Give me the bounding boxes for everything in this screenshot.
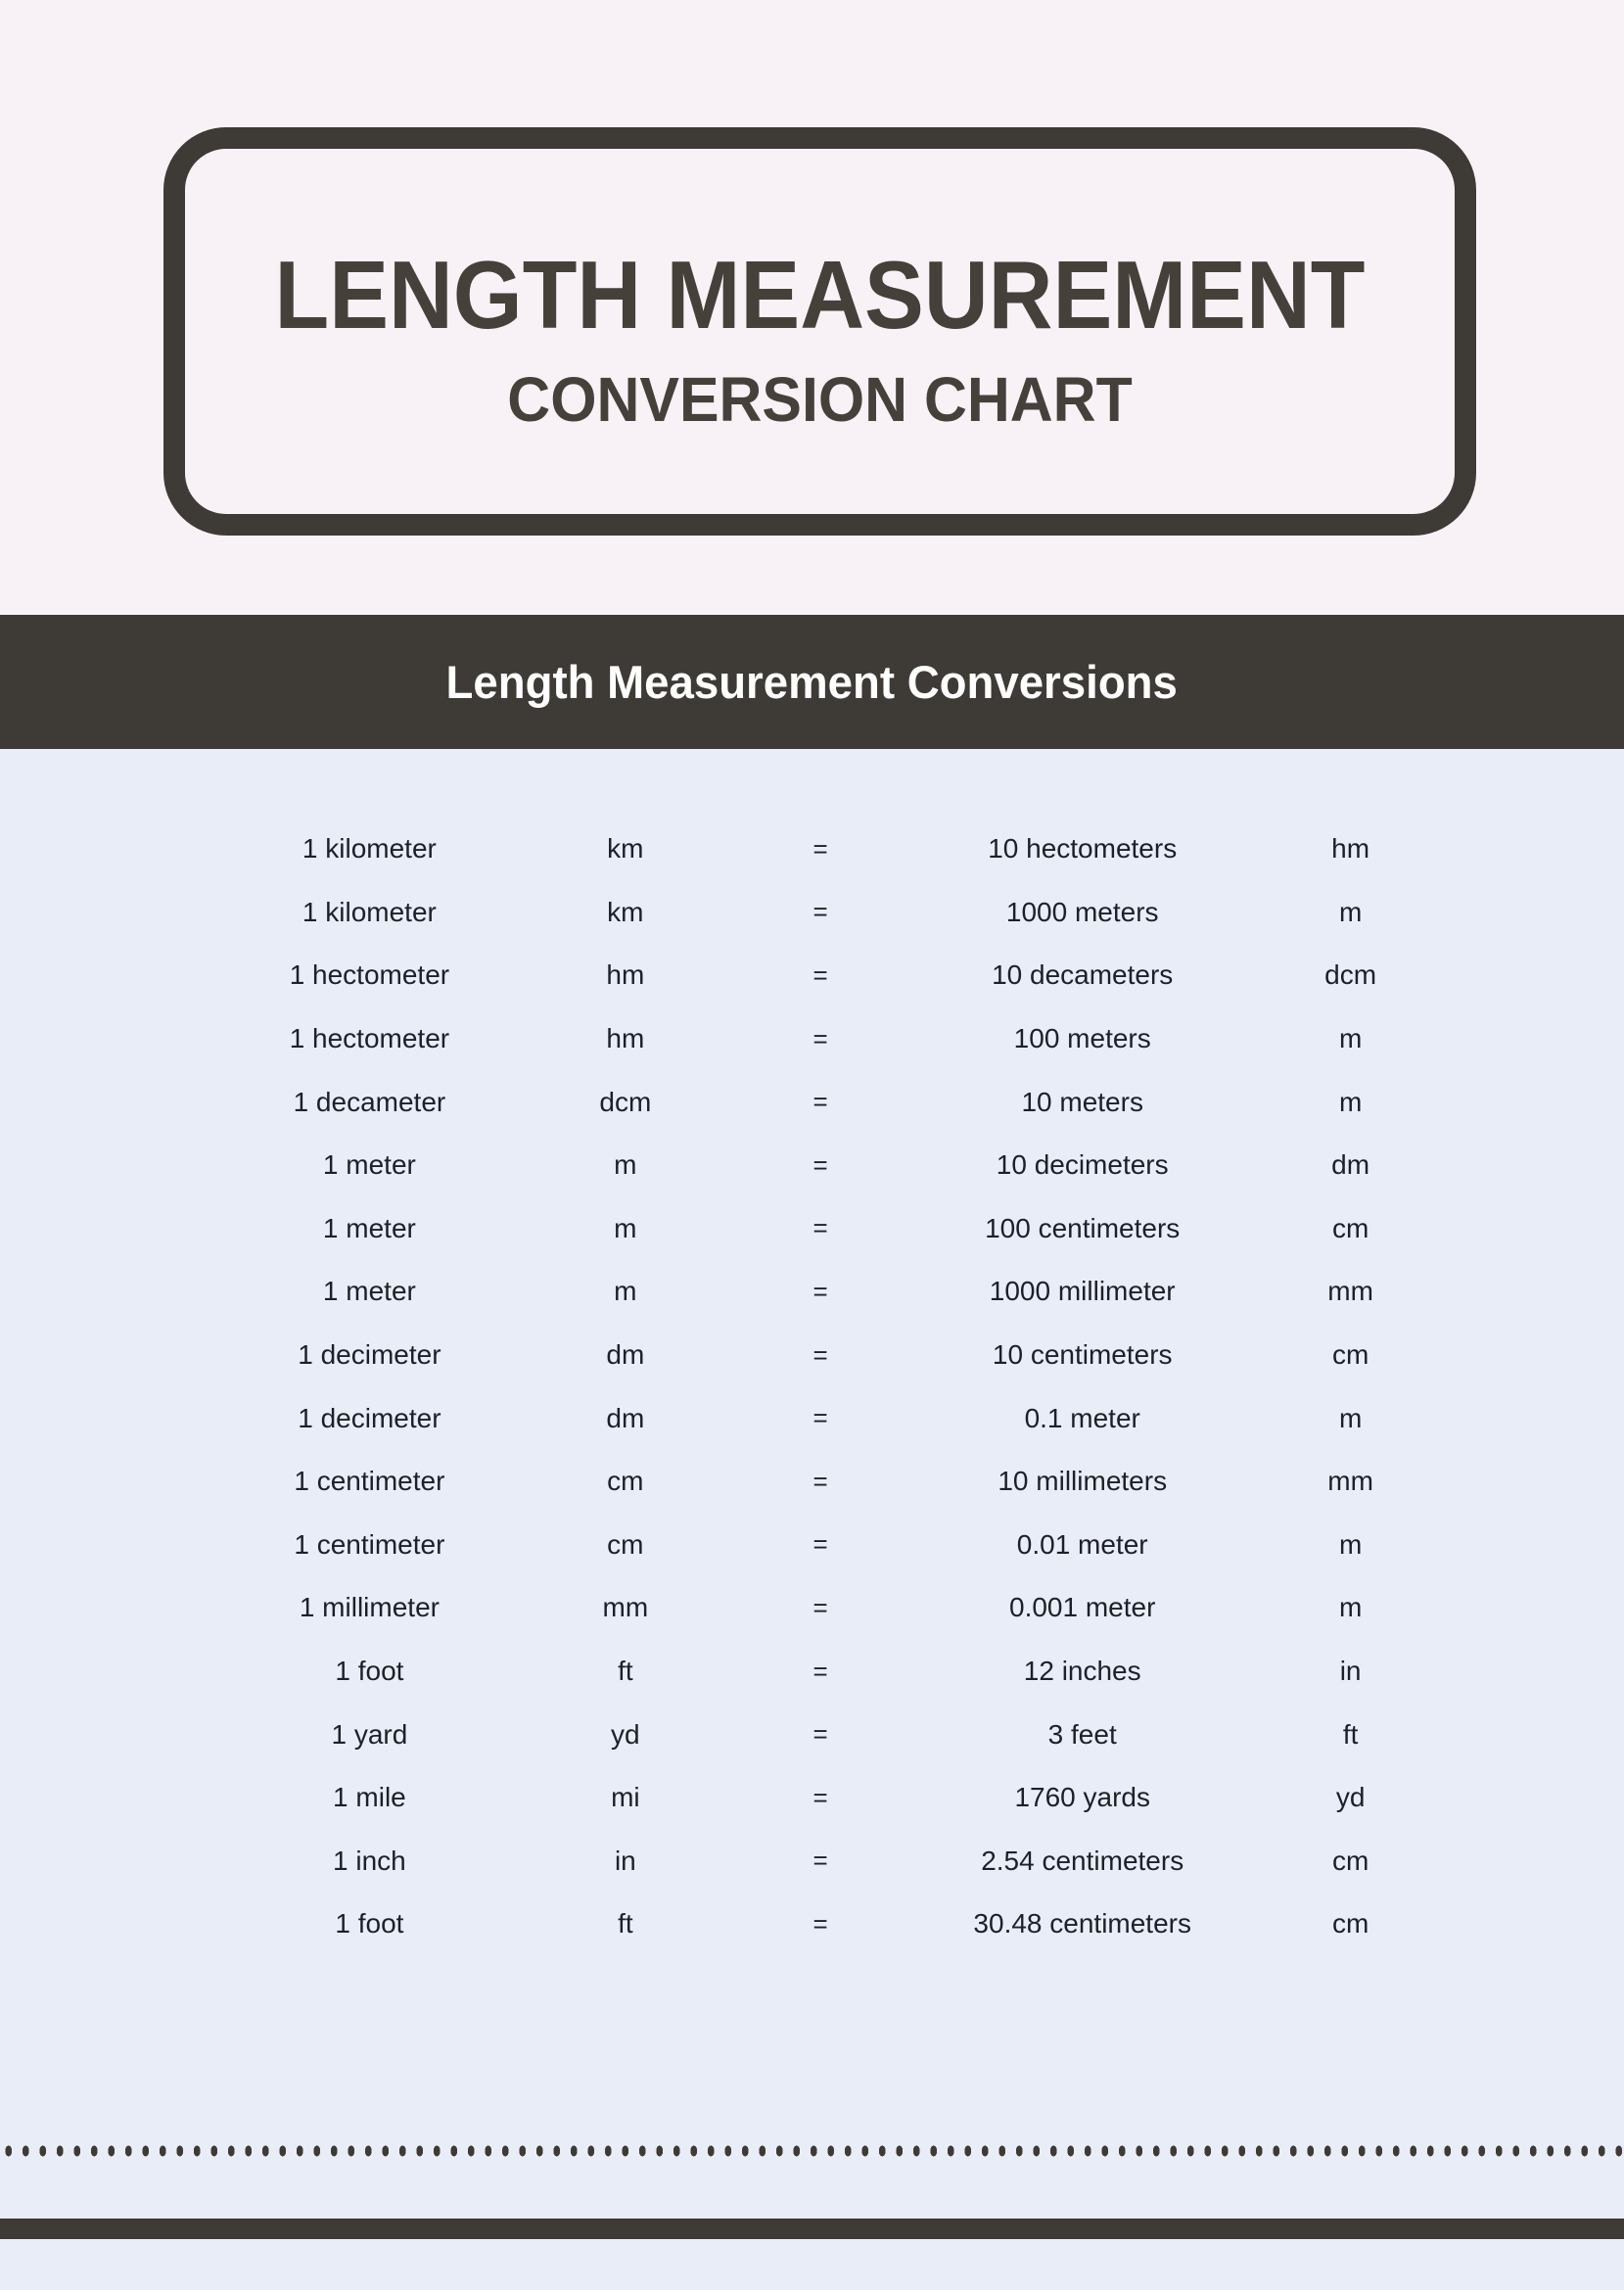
to-unit-abbr: m <box>1338 1023 1363 1054</box>
conversion-row <box>223 1514 1442 1577</box>
equals-sign: = <box>812 1908 828 1939</box>
from-quantity: 1 kilometer <box>302 896 437 927</box>
to-unit-abbr: hm <box>1331 833 1370 865</box>
to-quantity: 0.1 meter <box>1024 1402 1140 1433</box>
equals-sign: = <box>812 1149 828 1180</box>
to-unit-abbr: m <box>1338 1086 1363 1117</box>
equals-sign: = <box>812 1466 828 1496</box>
equals-sign: = <box>812 897 828 927</box>
equals-sign: = <box>812 1023 828 1053</box>
from-quantity: 1 meter <box>322 1212 416 1243</box>
to-unit-abbr: cm <box>1331 1212 1369 1243</box>
from-unit-abbr: m <box>614 1276 637 1307</box>
to-quantity: 10 millimeters <box>998 1466 1168 1497</box>
from-quantity: 1 hectometer <box>289 1023 450 1054</box>
from-quantity: 1 foot <box>335 1656 404 1687</box>
title-box <box>163 127 1476 536</box>
from-quantity: 1 centimeter <box>294 1466 445 1497</box>
from-quantity: 1 meter <box>322 1276 416 1307</box>
to-quantity: 10 meters <box>1021 1086 1143 1117</box>
to-quantity: 10 decameters <box>992 959 1174 991</box>
to-unit-abbr: m <box>1338 1528 1363 1560</box>
from-quantity: 1 millimeter <box>299 1592 440 1623</box>
to-quantity: 10 hectometers <box>988 833 1178 865</box>
from-quantity: 1 meter <box>322 1149 416 1181</box>
to-quantity: 1000 meters <box>1005 896 1159 927</box>
from-unit-abbr: dcm <box>599 1086 652 1117</box>
to-unit-abbr: cm <box>1331 1339 1369 1371</box>
from-quantity: 1 foot <box>335 1908 404 1939</box>
equals-sign: = <box>812 1656 828 1686</box>
from-unit-abbr: cm <box>607 1466 644 1497</box>
equals-sign: = <box>812 1403 828 1433</box>
conversion-row <box>223 1893 1442 1956</box>
from-quantity: 1 decimeter <box>298 1402 441 1433</box>
conversion-row <box>223 1576 1442 1640</box>
equals-sign: = <box>812 1782 828 1812</box>
to-unit-abbr: cm <box>1331 1908 1369 1939</box>
from-unit-abbr: yd <box>611 1718 640 1750</box>
to-quantity: 0.01 meter <box>1016 1528 1148 1560</box>
section-header-bar <box>0 615 1624 749</box>
to-quantity: 30.48 centimeters <box>973 1908 1191 1939</box>
conversion-row <box>223 1703 1442 1766</box>
conversion-row <box>223 1070 1442 1134</box>
equals-sign: = <box>812 1846 828 1876</box>
dotted-divider <box>0 2144 1624 2158</box>
from-quantity: 1 inch <box>333 1845 406 1876</box>
page-subtitle: CONVERSION CHART <box>507 364 1133 435</box>
conversion-row <box>223 881 1442 945</box>
conversion-row <box>223 1260 1442 1324</box>
equals-sign: = <box>812 1339 828 1370</box>
to-unit-abbr: dm <box>1331 1149 1370 1181</box>
from-unit-abbr: ft <box>618 1656 633 1687</box>
conversion-row <box>223 1197 1442 1261</box>
to-unit-abbr: m <box>1338 1592 1363 1623</box>
conversion-table <box>0 749 1624 1956</box>
equals-sign: = <box>812 1087 828 1117</box>
equals-sign: = <box>812 1529 828 1560</box>
from-unit-abbr: ft <box>618 1908 633 1939</box>
to-quantity: 100 centimeters <box>985 1212 1181 1243</box>
from-unit-abbr: km <box>607 833 644 865</box>
conversion-table-section <box>0 749 1624 2290</box>
from-unit-abbr: cm <box>607 1528 644 1560</box>
from-unit-abbr: mi <box>611 1782 640 1813</box>
to-unit-abbr: cm <box>1331 1845 1369 1876</box>
from-unit-abbr: hm <box>606 959 645 991</box>
to-unit-abbr: m <box>1338 896 1363 927</box>
to-unit-abbr: dcm <box>1324 959 1377 991</box>
to-unit-abbr: ft <box>1342 1718 1359 1750</box>
conversion-row <box>223 1640 1442 1704</box>
conversion-row <box>223 1324 1442 1387</box>
from-quantity: 1 hectometer <box>289 959 450 991</box>
conversion-row <box>223 1134 1442 1197</box>
to-unit-abbr: m <box>1338 1402 1363 1433</box>
from-quantity: 1 centimeter <box>294 1528 445 1560</box>
from-unit-abbr: dm <box>606 1339 645 1371</box>
equals-sign: = <box>812 1592 828 1622</box>
from-quantity: 1 decameter <box>293 1086 446 1117</box>
section-title: Length Measurement Conversions <box>445 656 1179 708</box>
to-unit-abbr: in <box>1339 1656 1362 1687</box>
to-unit-abbr: mm <box>1327 1276 1373 1307</box>
conversion-row <box>223 944 1442 1007</box>
from-unit-abbr: m <box>614 1149 637 1181</box>
conversion-row <box>223 1766 1442 1830</box>
to-unit-abbr: mm <box>1327 1466 1373 1497</box>
to-quantity: 100 meters <box>1013 1023 1151 1054</box>
to-quantity: 1760 yards <box>1014 1782 1150 1813</box>
from-unit-abbr: mm <box>602 1592 649 1623</box>
to-quantity: 3 feet <box>1047 1718 1117 1750</box>
equals-sign: = <box>812 959 828 990</box>
page-title: LENGTH MEASUREMENT <box>274 241 1366 349</box>
from-unit-abbr: m <box>614 1212 637 1243</box>
footer-bar <box>0 2219 1624 2239</box>
equals-sign: = <box>812 833 828 864</box>
to-quantity: 10 decimeters <box>996 1149 1169 1181</box>
conversion-row <box>223 818 1442 881</box>
from-unit-abbr: km <box>607 896 644 927</box>
from-unit-abbr: hm <box>606 1023 645 1054</box>
to-quantity: 12 inches <box>1023 1656 1141 1687</box>
header-section <box>0 0 1624 615</box>
conversion-row <box>223 1007 1442 1071</box>
from-quantity: 1 yard <box>331 1718 408 1750</box>
to-quantity: 1000 millimeter <box>989 1276 1176 1307</box>
to-quantity: 2.54 centimeters <box>981 1845 1184 1876</box>
equals-sign: = <box>812 1719 828 1750</box>
to-quantity: 10 centimeters <box>992 1339 1173 1371</box>
equals-sign: = <box>812 1276 828 1306</box>
from-unit-abbr: dm <box>606 1402 645 1433</box>
from-quantity: 1 mile <box>333 1782 406 1813</box>
from-quantity: 1 kilometer <box>302 833 437 865</box>
from-unit-abbr: in <box>614 1845 636 1876</box>
conversion-row <box>223 1386 1442 1450</box>
conversion-row <box>223 1830 1442 1893</box>
to-quantity: 0.001 meter <box>1009 1592 1156 1623</box>
to-unit-abbr: yd <box>1335 1782 1366 1813</box>
equals-sign: = <box>812 1213 828 1243</box>
conversion-row <box>223 1450 1442 1514</box>
from-quantity: 1 decimeter <box>298 1339 441 1371</box>
